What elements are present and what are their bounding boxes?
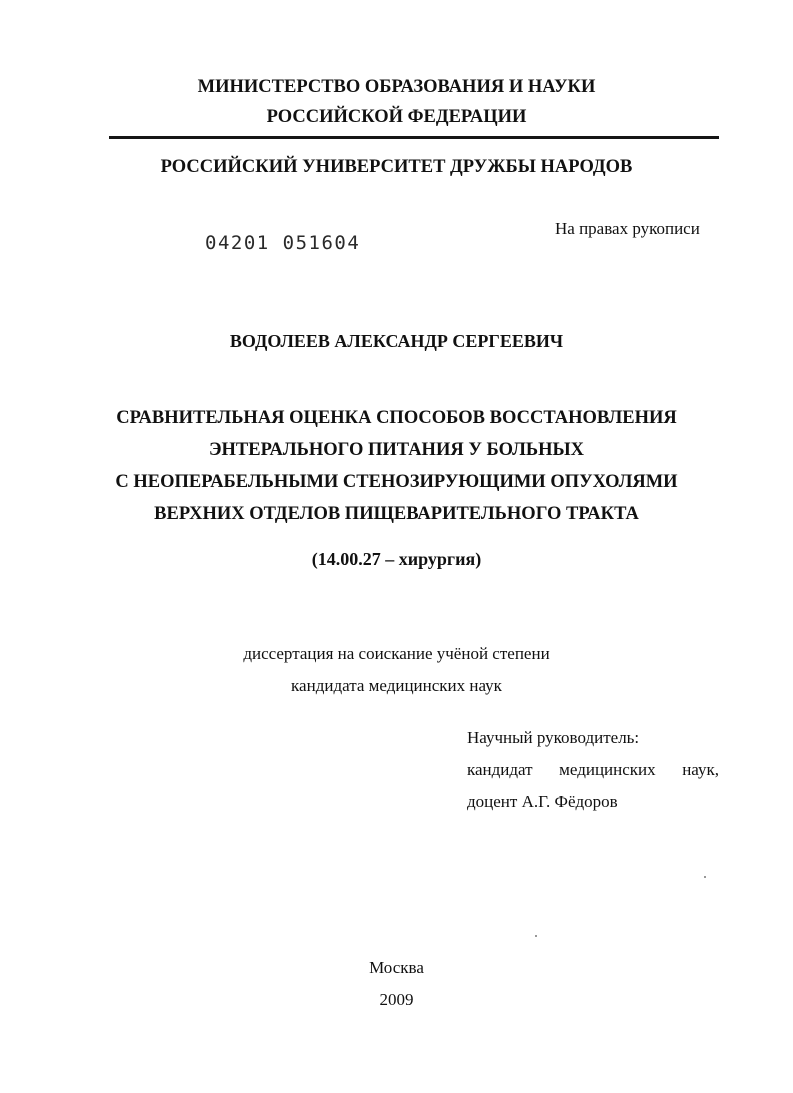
ministry-header — [0, 72, 793, 132]
place-and-year — [0, 952, 793, 1016]
scan-speck — [535, 935, 537, 937]
author-name: ВОДОЛЕЕВ АЛЕКСАНДР СЕРГЕЕВИЧ — [229, 331, 564, 351]
title-line: ВЕРХНИХ ОТДЕЛОВ ПИЩЕВАРИТЕЛЬНОГО ТРАКТА — [154, 504, 639, 524]
title-line: ЭНТЕРАЛЬНОГО ПИТАНИЯ У БОЛЬНЫХ — [208, 440, 585, 460]
degree-statement — [0, 638, 793, 702]
year: 2009 — [379, 990, 414, 1009]
manuscript-rights-note: На правах рукописи — [555, 219, 700, 238]
title-line: С НЕОПЕРАБЕЛЬНЫМИ СТЕНОЗИРУЮЩИМИ ОПУХОЛЯМИ — [115, 472, 678, 492]
ministry-line: РОССИЙСКОЙ ФЕДЕРАЦИИ — [266, 107, 527, 127]
degree-line: диссертация на соискание учёной степени — [243, 644, 550, 663]
title-line: СРАВНИТЕЛЬНАЯ ОЦЕНКА СПОСОБОВ ВОССТАНОВЛЕНИЯ — [116, 408, 677, 428]
dissertation-title — [0, 402, 793, 530]
city: Москва — [369, 958, 424, 977]
ministry-line: МИНИСТЕРСТВО ОБРАЗОВАНИЯ И НАУКИ — [197, 77, 596, 97]
degree-line: кандидата медицинских наук — [291, 676, 502, 695]
specialty-code: (14.00.27 – хирургия) — [311, 549, 482, 569]
supervisor-degree: кандидат медицинских наук, — [467, 760, 719, 779]
library-stamp-number: 04201 051604 — [205, 232, 361, 254]
supervisor-block — [467, 722, 719, 818]
scan-speck — [704, 876, 706, 878]
supervisor-name: доцент А.Г. Фёдоров — [467, 792, 618, 811]
header-divider — [109, 136, 719, 139]
supervisor-label: Научный руководитель: — [467, 728, 640, 747]
university-name: РОССИЙСКИЙ УНИВЕРСИТЕТ ДРУЖБЫ НАРОДОВ — [160, 157, 633, 177]
